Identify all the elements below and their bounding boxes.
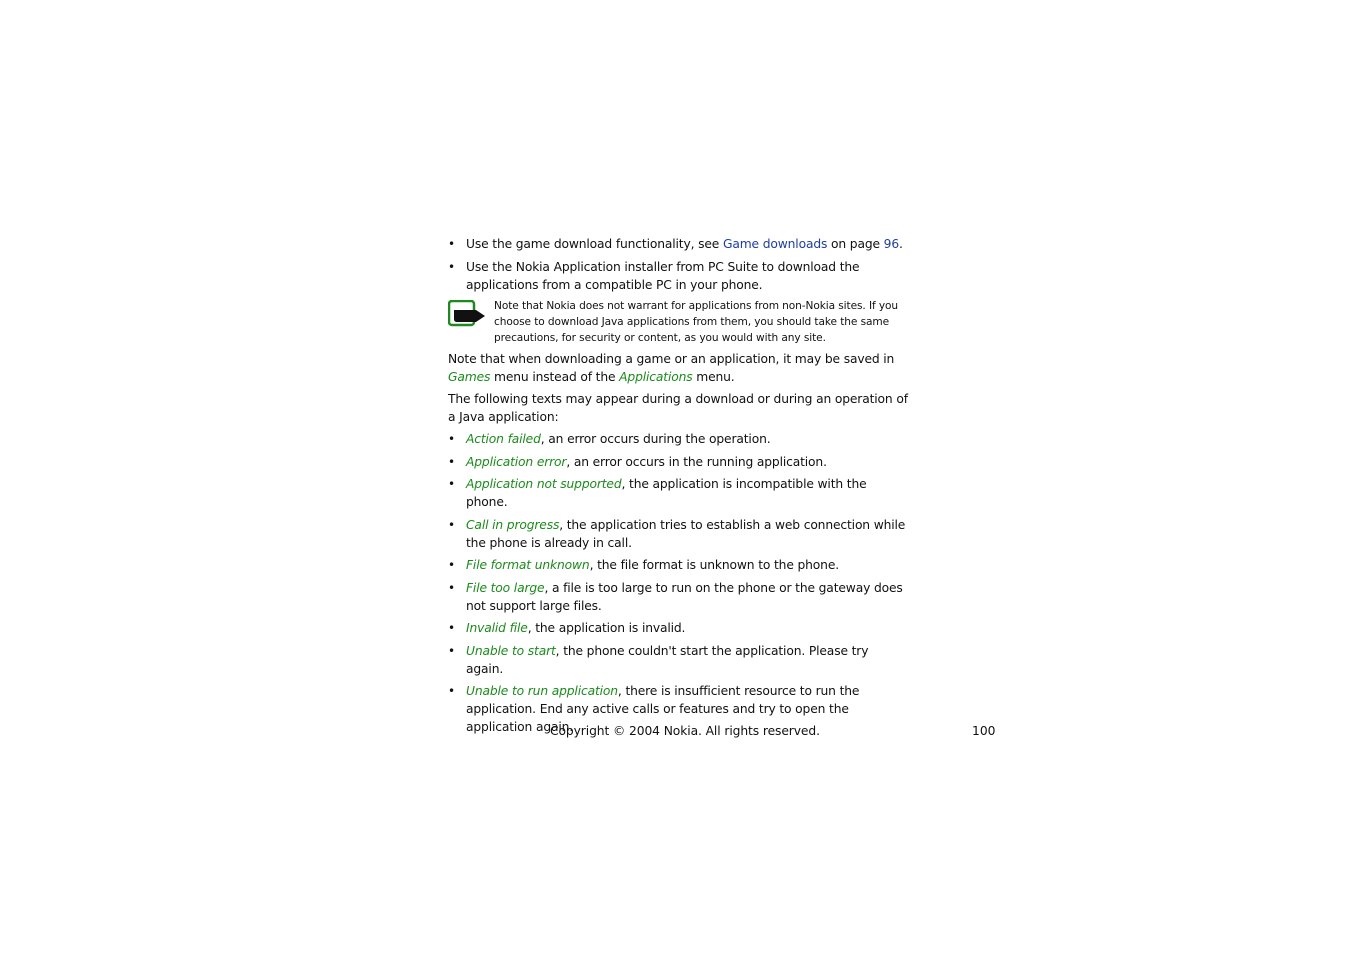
bullet: •	[448, 580, 455, 595]
message-term: Application not supported	[466, 477, 622, 491]
message-desc: , the application tries to establish a web connection while the phone is already in call.	[466, 517, 906, 550]
page-content	[448, 235, 908, 741]
messages-list	[448, 430, 908, 736]
paragraph-text: Note that when downloading a game or an application, it may be saved in	[448, 352, 895, 366]
bullet: •	[448, 684, 455, 698]
note-block	[448, 298, 908, 346]
paragraph-text: menu instead of the	[490, 370, 620, 384]
paragraph-text: menu.	[692, 370, 735, 384]
note-text: Note that Nokia does not warrant for applications from non-Nokia sites. If you choose to download Java applications from them, you should take the same precautions, for security or content, as you would with any site.	[494, 300, 899, 344]
list-item	[448, 556, 908, 574]
footer-copyright: Copyright © 2004 Nokia. All rights reserved.	[550, 724, 820, 738]
message-desc: , the file format is unknown to the phone.	[589, 558, 839, 572]
games-menu-term: Games	[448, 370, 491, 384]
message-desc: , the application is invalid.	[527, 621, 686, 635]
item-text: Use the game download functionality, see	[466, 237, 723, 251]
message-term: File format unknown	[466, 558, 590, 572]
message-desc: , the application is incompatible with the phone.	[466, 477, 867, 509]
page-link[interactable]: 96	[883, 237, 900, 251]
list-item	[448, 258, 908, 294]
bullet: •	[448, 237, 455, 251]
list-item	[448, 475, 908, 511]
bullet: •	[448, 517, 455, 532]
paragraph	[448, 350, 908, 386]
message-term: Call in progress	[466, 517, 560, 532]
bullet: •	[448, 477, 455, 491]
page-number: 100	[972, 724, 996, 738]
message-desc: , a file is too large to run on the phone or the gateway does not support large files.	[466, 580, 903, 613]
paragraph: The following texts may appear during a download or during an operation of a Java application:	[448, 392, 908, 424]
download-methods-list	[448, 235, 908, 294]
message-term: Application error	[466, 454, 567, 469]
note-icon	[448, 300, 486, 328]
message-desc: , an error occurs in the running application.	[566, 454, 827, 469]
bullet: •	[448, 259, 455, 274]
list-item	[448, 579, 908, 615]
message-term: Action failed	[466, 432, 541, 446]
list-item	[448, 453, 908, 471]
item-text: on page	[827, 237, 884, 251]
bullet: •	[448, 454, 455, 469]
bullet: •	[448, 432, 455, 446]
message-term: File too large	[466, 580, 545, 595]
message-desc: , an error occurs during the operation.	[540, 432, 771, 446]
bullet: •	[448, 643, 455, 658]
item-text: .	[899, 237, 903, 251]
message-term: Unable to run application	[466, 684, 618, 698]
applications-menu-term: Applications	[619, 370, 693, 384]
list-item	[448, 430, 908, 448]
bullet: •	[448, 621, 455, 635]
message-term: Unable to start	[466, 643, 556, 658]
message-desc: , there is insufficient resource to run the application. End any active calls or features and try to open the application again.	[466, 684, 860, 734]
list-item	[448, 516, 908, 552]
message-desc: , the phone couldn't start the application. Please try again.	[466, 643, 869, 676]
list-item	[448, 619, 908, 637]
list-item	[448, 235, 908, 253]
bullet: •	[448, 558, 455, 572]
message-term: Invalid file	[466, 621, 528, 635]
list-item	[448, 642, 908, 678]
game-downloads-link[interactable]: Game downloads	[722, 237, 828, 251]
item-text: Use the Nokia Application installer from PC Suite to download the applications from a compatible PC in your phone.	[466, 259, 860, 292]
